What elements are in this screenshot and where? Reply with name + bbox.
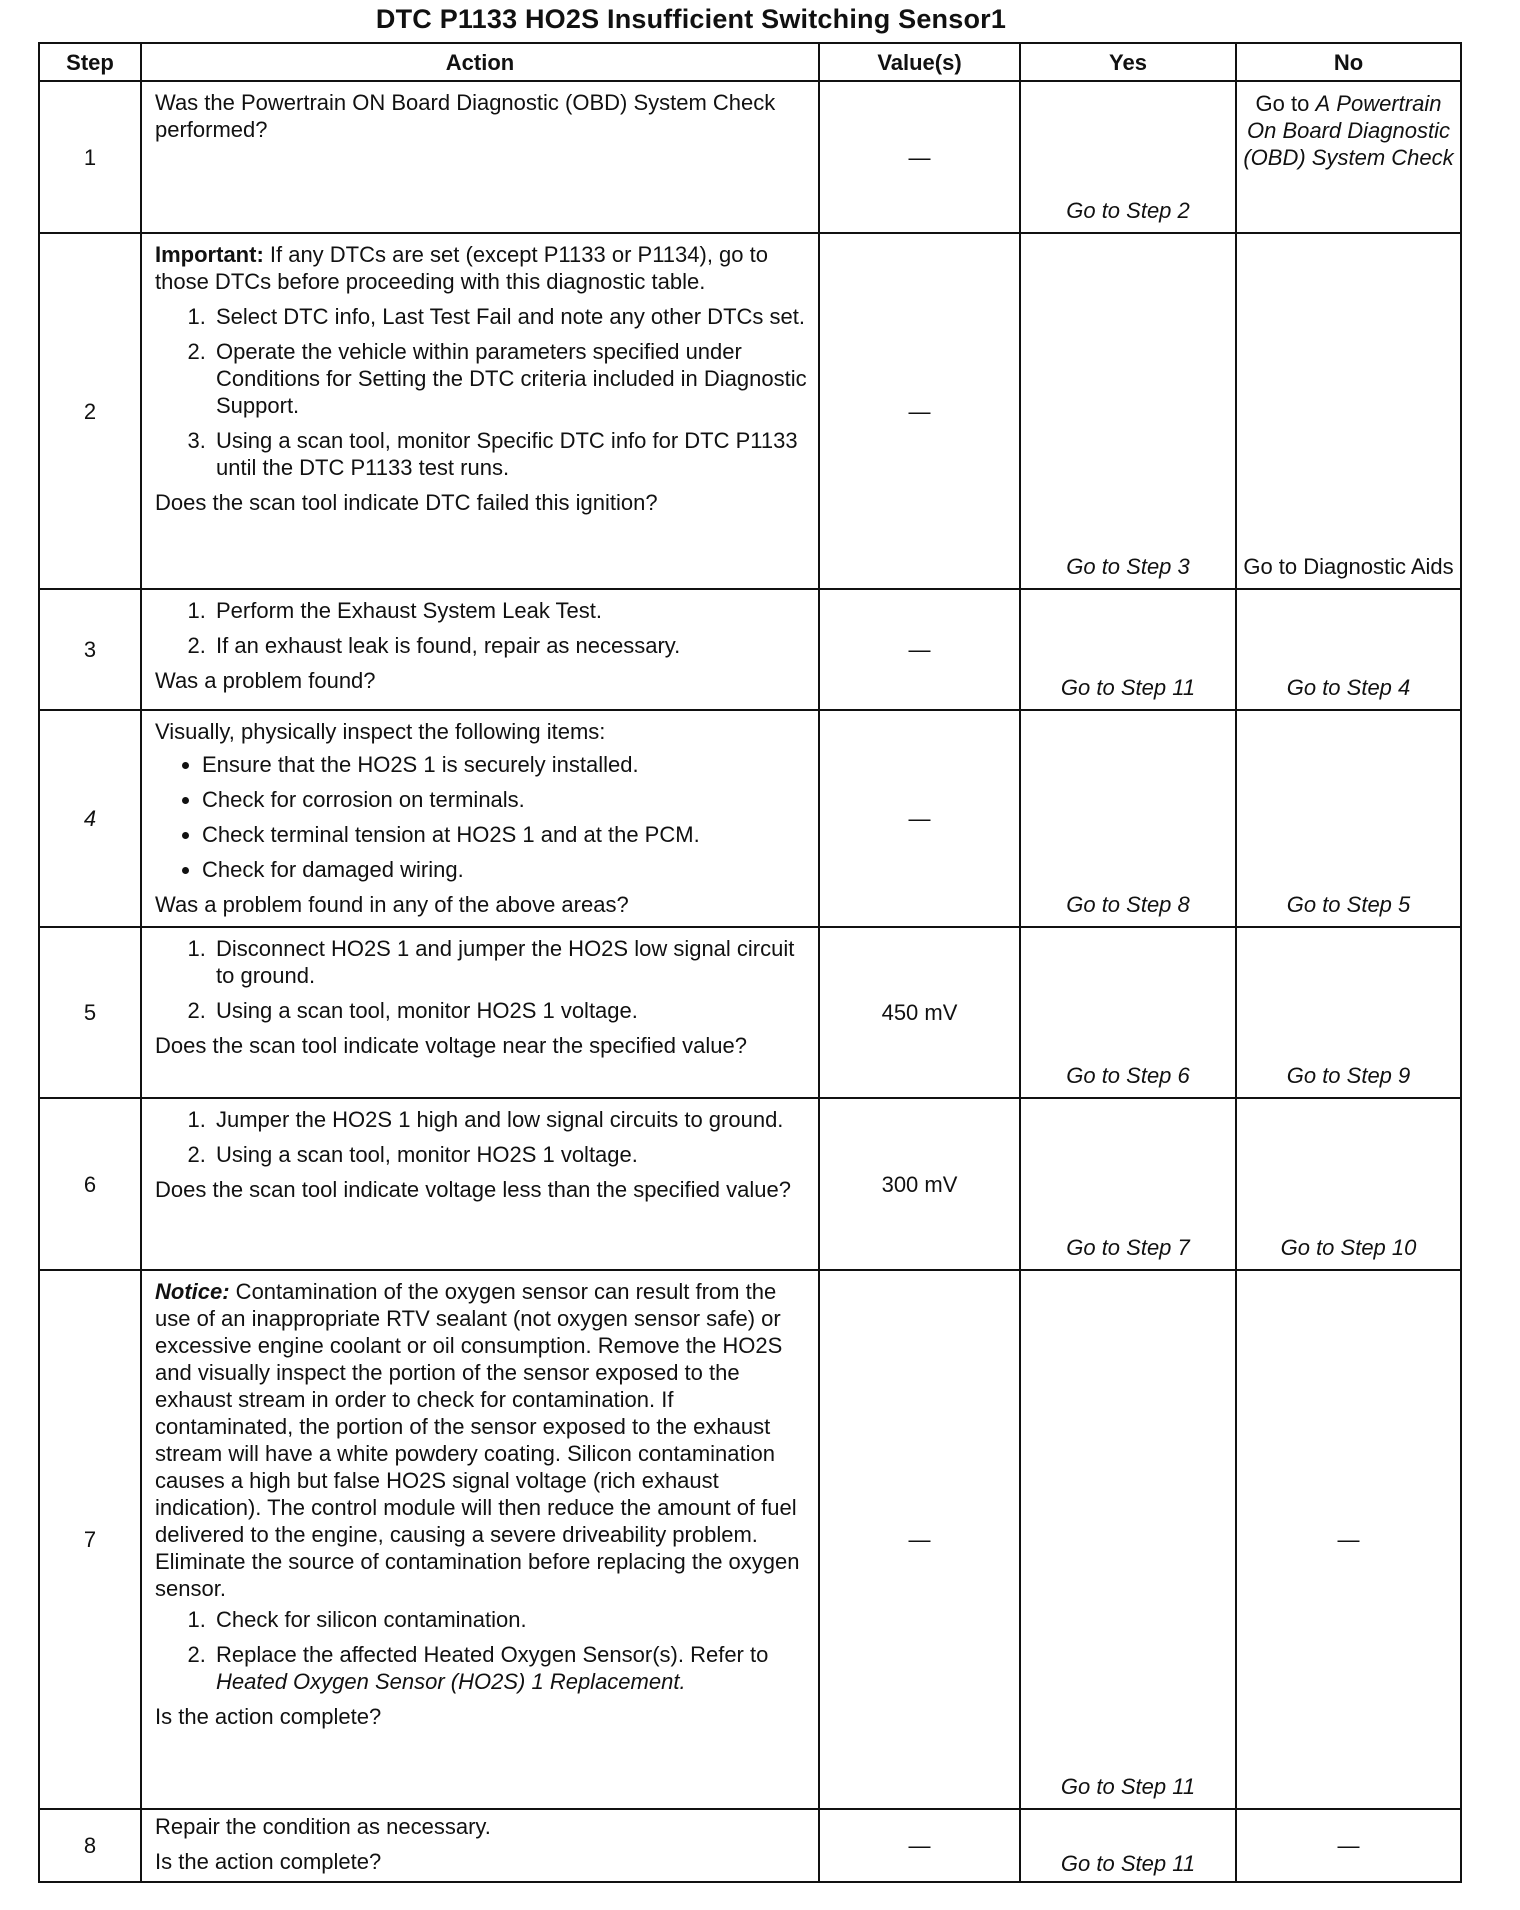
page-title: DTC P1133 HO2S Insufficient Switching Sensor1 bbox=[375, 4, 1007, 34]
no-cell: Go to Step 4 bbox=[1236, 589, 1461, 710]
action-question: Does the scan tool indicate voltage less than the specified value? bbox=[155, 1177, 791, 1202]
no-cell: Go to Step 9 bbox=[1236, 927, 1461, 1098]
table-row bbox=[39, 710, 1461, 927]
no-cell bbox=[1236, 81, 1461, 233]
list-item: 2. Using a scan tool, monitor HO2S 1 voltage. bbox=[212, 997, 808, 1024]
action-question: Does the scan tool indicate voltage near the specified value? bbox=[155, 1033, 747, 1058]
no-cell: Go to Step 5 bbox=[1236, 710, 1461, 927]
table-row bbox=[39, 81, 1461, 233]
list-item: 1. Perform the Exhaust System Leak Test. bbox=[212, 597, 808, 624]
table-row bbox=[39, 1270, 1461, 1809]
yes-cell: Go to Step 6 bbox=[1020, 927, 1236, 1098]
table-header-row bbox=[39, 43, 1461, 81]
table-row bbox=[39, 233, 1461, 589]
action-cell bbox=[141, 1098, 819, 1270]
value-cell: — bbox=[819, 710, 1020, 927]
column-header-values: Value(s) bbox=[819, 43, 1020, 81]
item-text: Replace the affected Heated Oxygen Sensor(s). Refer to bbox=[216, 1642, 769, 1667]
list-item: 2. If an exhaust leak is found, repair as necessary. bbox=[212, 632, 808, 659]
no-link-a: A bbox=[1315, 91, 1331, 116]
yes-cell: Go to Step 11 bbox=[1020, 1809, 1236, 1882]
yes-cell: Go to Step 8 bbox=[1020, 710, 1236, 927]
value-cell: — bbox=[819, 81, 1020, 233]
column-header-action: Action bbox=[141, 43, 819, 81]
action-cell bbox=[141, 1809, 819, 1882]
important-text: If any DTCs are set (except P1133 or P1134), go to those DTCs before proceeding with this diagnostic table. bbox=[155, 242, 768, 294]
value-cell: 300 mV bbox=[819, 1098, 1020, 1270]
step-number: 7 bbox=[39, 1270, 141, 1809]
action-question: Is the action complete? bbox=[155, 1849, 382, 1874]
yes-cell: Go to Step 2 bbox=[1020, 81, 1236, 233]
column-header-no: No bbox=[1236, 43, 1461, 81]
action-cell bbox=[141, 589, 819, 710]
action-question: Was the Powertrain ON Board Diagnostic (OBD) System Check performed? bbox=[155, 90, 776, 142]
list-item: 1. Check for silicon contamination. bbox=[212, 1606, 808, 1633]
action-question: Was a problem found in any of the above areas? bbox=[155, 892, 629, 917]
action-question: Is the action complete? bbox=[155, 1704, 382, 1729]
yes-cell: Go to Step 7 bbox=[1020, 1098, 1236, 1270]
notice-note bbox=[155, 1278, 808, 1602]
yes-cell: Go to Step 11 bbox=[1020, 589, 1236, 710]
no-prefix: Go to bbox=[1255, 91, 1316, 116]
action-question: Was a problem found? bbox=[155, 668, 376, 693]
diagnostic-table bbox=[38, 42, 1462, 1883]
no-cell: — bbox=[1236, 1809, 1461, 1882]
notice-text: Contamination of the oxygen sensor can result from the use of an inappropriate RTV sealant (not oxygen sensor safe) or excessive engine coolant or oil consumption. Remove the HO2S and visually inspect the portion of the sensor exposed to the exhaust stream in order to check for contamination. If contaminated, the portion of the sensor exposed to the exhaust stream will have a white powdery coating. Silicon contamination causes a high but false HO2S signal voltage (rich exhaust indication). The control module will then reduce the amount of fuel delivered to the engine, causing a severe driveability problem. Eliminate the source of contamination before replacing the oxygen sensor. bbox=[155, 1279, 800, 1601]
no-cell: — bbox=[1236, 1270, 1461, 1809]
action-cell bbox=[141, 710, 819, 927]
yes-cell: Go to Step 11 bbox=[1020, 1270, 1236, 1809]
step-number: 1 bbox=[39, 81, 141, 233]
yes-cell: Go to Step 3 bbox=[1020, 233, 1236, 589]
action-cell bbox=[141, 233, 819, 589]
list-item: 3. Using a scan tool, monitor Specific DTC info for DTC P1133 until the DTC P1133 test runs. bbox=[212, 427, 808, 481]
list-item: • Ensure that the HO2S 1 is securely installed. bbox=[202, 751, 808, 778]
table-row bbox=[39, 1098, 1461, 1270]
list-item bbox=[212, 1641, 808, 1695]
no-cell: Go to Step 10 bbox=[1236, 1098, 1461, 1270]
action-text: Repair the condition as necessary. bbox=[155, 1814, 491, 1839]
list-item: 2. Operate the vehicle within parameters specified under Conditions for Setting the DTC criteria included in Diagnostic Support. bbox=[212, 338, 808, 419]
step-number: 3 bbox=[39, 589, 141, 710]
value-cell: — bbox=[819, 1270, 1020, 1809]
value-cell: — bbox=[819, 233, 1020, 589]
important-note bbox=[155, 241, 808, 295]
action-cell bbox=[141, 1270, 819, 1809]
value-cell: — bbox=[819, 1809, 1020, 1882]
list-item: • Check for corrosion on terminals. bbox=[202, 786, 808, 813]
list-item: 2. Using a scan tool, monitor HO2S 1 voltage. bbox=[212, 1141, 808, 1168]
important-label: Important: bbox=[155, 242, 264, 267]
action-cell bbox=[141, 927, 819, 1098]
list-item: 1. Disconnect HO2S 1 and jumper the HO2S low signal circuit to ground. bbox=[212, 935, 808, 989]
action-question: Does the scan tool indicate DTC failed this ignition? bbox=[155, 490, 658, 515]
value-cell: — bbox=[819, 589, 1020, 710]
step-number: 8 bbox=[39, 1809, 141, 1882]
list-item: 1. Jumper the HO2S 1 high and low signal circuits to ground. bbox=[212, 1106, 808, 1133]
value-cell: 450 mV bbox=[819, 927, 1020, 1098]
list-item: • Check for damaged wiring. bbox=[202, 856, 808, 883]
action-cell bbox=[141, 81, 819, 233]
step-number: 5 bbox=[39, 927, 141, 1098]
table-row bbox=[39, 1809, 1461, 1882]
step-number: 2 bbox=[39, 233, 141, 589]
table-row bbox=[39, 927, 1461, 1098]
table-row bbox=[39, 589, 1461, 710]
action-intro: Visually, physically inspect the following items: bbox=[155, 719, 606, 744]
list-item: • Check terminal tension at HO2S 1 and at the PCM. bbox=[202, 821, 808, 848]
step-number: 4 bbox=[39, 710, 141, 927]
column-header-yes: Yes bbox=[1020, 43, 1236, 81]
list-item: 1. Select DTC info, Last Test Fail and note any other DTCs set. bbox=[212, 303, 808, 330]
no-cell: Go to Diagnostic Aids bbox=[1236, 233, 1461, 589]
step-number: 6 bbox=[39, 1098, 141, 1270]
column-header-step: Step bbox=[39, 43, 141, 81]
notice-label: Notice: bbox=[155, 1279, 230, 1304]
reference-link: Heated Oxygen Sensor (HO2S) 1 Replacement. bbox=[216, 1669, 686, 1694]
no-link-rest: Powertrain On Board Diagnostic (OBD) System Check bbox=[1243, 91, 1454, 170]
